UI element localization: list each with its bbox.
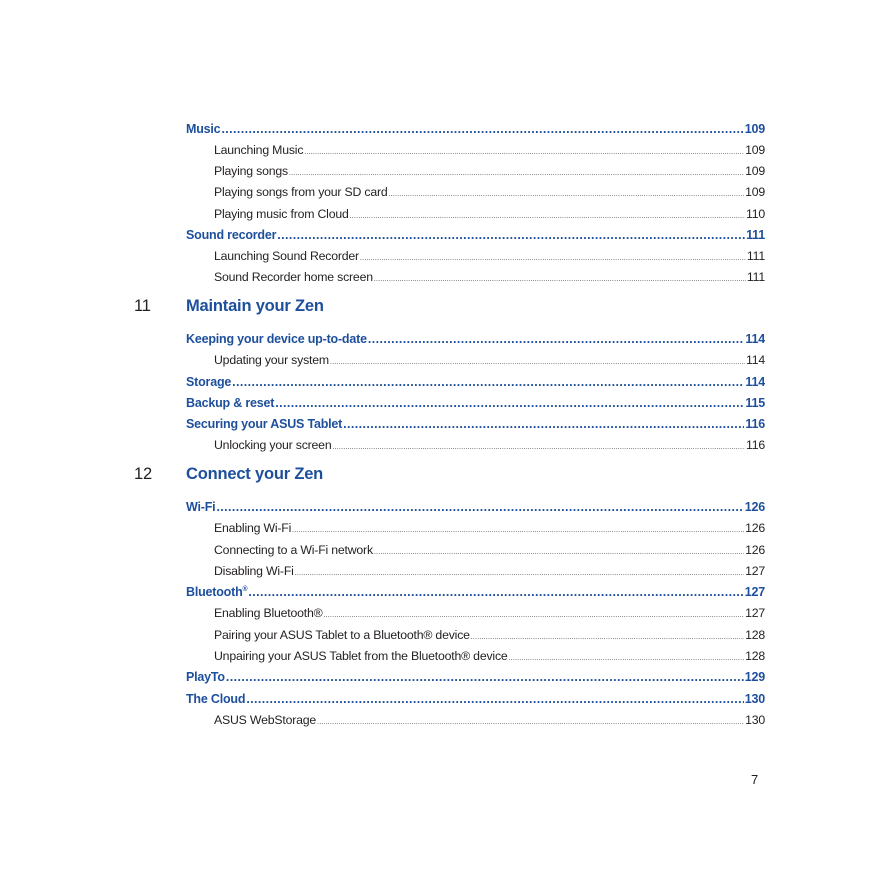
dot-leader	[368, 332, 745, 346]
dot-leader	[232, 375, 744, 389]
chapter-number: 11	[134, 297, 151, 315]
entry-label	[214, 270, 373, 284]
entry-page-number: 128	[745, 628, 765, 642]
entry-label	[186, 670, 225, 684]
entry-page-number: 130	[744, 692, 765, 706]
entry-page-number: 110	[745, 207, 765, 221]
entry-label	[186, 375, 231, 389]
entry-label	[214, 353, 329, 367]
toc-subsection-entry[interactable]	[214, 649, 765, 663]
toc-section-entry[interactable]	[186, 585, 765, 599]
toc-subsection-entry[interactable]	[214, 249, 765, 263]
entry-page-number: 114	[745, 353, 765, 367]
toc-section-entry[interactable]	[186, 692, 765, 706]
dot-leader	[509, 655, 745, 662]
entry-page-number: 109	[745, 143, 765, 157]
entry-page-number: 111	[746, 270, 765, 284]
toc-subsection-entry[interactable]	[214, 185, 765, 199]
entry-label	[214, 143, 303, 157]
toc-subsection-entry[interactable]	[214, 606, 765, 620]
entry-page-number: 109	[745, 164, 765, 178]
entry-label-text: Keeping your device up-to-date	[186, 332, 367, 346]
entry-label	[214, 606, 323, 620]
entry-label-text: Wi-Fi	[186, 500, 216, 514]
chapter-title: Maintain your Zen	[186, 297, 324, 315]
entry-label	[214, 521, 291, 535]
entry-label	[186, 692, 245, 706]
entry-label-text: Unlocking your screen	[214, 438, 332, 452]
dot-leader	[275, 396, 744, 410]
entry-label	[214, 713, 316, 727]
entry-page-number: 127	[745, 606, 765, 620]
entry-page-number: 129	[744, 670, 765, 684]
toc-subsection-entry[interactable]	[214, 143, 765, 157]
entry-label-text: Connecting to a Wi-Fi network	[214, 543, 373, 557]
entry-label	[214, 564, 294, 578]
dot-leader	[317, 719, 744, 726]
entry-label	[214, 543, 373, 557]
chapter-title: Connect your Zen	[186, 465, 324, 483]
entry-page-number: 130	[745, 713, 765, 727]
toc-section-entry[interactable]	[186, 500, 765, 514]
entry-label	[214, 649, 508, 663]
entry-label-text: Sound Recorder home screen	[214, 270, 373, 284]
toc-subsection-entry[interactable]	[214, 353, 765, 367]
entry-label	[214, 207, 349, 221]
entry-label-text: Enabling Wi-Fi	[214, 521, 292, 535]
entry-label	[214, 185, 388, 199]
registered-mark: ®	[242, 585, 248, 593]
toc-subsection-entry[interactable]	[214, 521, 765, 535]
dot-leader	[360, 255, 746, 262]
page-number: 7	[751, 772, 759, 787]
entry-label	[186, 585, 247, 599]
entry-page-number: 109	[745, 185, 765, 199]
entry-label-text: PlayTo	[186, 670, 225, 684]
entry-label	[186, 122, 220, 136]
toc-subsection-entry[interactable]	[214, 713, 765, 727]
dot-leader	[324, 612, 745, 619]
entry-label	[186, 417, 342, 431]
entry-page-number: 126	[744, 500, 765, 514]
entry-page-number: 128	[745, 649, 765, 663]
entry-label-text: Storage	[186, 375, 232, 389]
entry-label-text: Playing songs	[214, 164, 288, 178]
entry-page-number: 114	[745, 332, 765, 346]
entry-page-number: 126	[745, 543, 765, 557]
toc-subsection-entry[interactable]	[214, 543, 765, 557]
dot-leader	[295, 570, 744, 577]
dot-leader	[350, 213, 745, 220]
entry-label	[214, 628, 470, 642]
dot-leader	[277, 228, 745, 242]
toc-subsection-entry[interactable]	[214, 164, 765, 178]
dot-leader	[304, 149, 744, 156]
dot-leader	[226, 670, 744, 684]
entry-page-number: 116	[745, 417, 765, 431]
toc-section-entry[interactable]	[186, 122, 765, 136]
entry-page-number: 126	[745, 521, 765, 535]
dot-leader	[216, 500, 743, 514]
entry-label-text: Enabling Bluetooth®	[214, 606, 323, 620]
entry-label	[186, 396, 274, 410]
toc-subsection-entry[interactable]	[214, 270, 765, 284]
entry-label	[186, 332, 367, 346]
entry-label-text: Bluetooth	[186, 585, 243, 599]
toc-subsection-entry[interactable]	[214, 438, 765, 452]
entry-page-number: 116	[745, 438, 765, 452]
dot-leader	[374, 549, 744, 556]
toc-section-entry[interactable]	[186, 396, 765, 410]
toc-section-entry[interactable]	[186, 332, 765, 346]
entry-label-text: Playing songs from your SD card	[214, 185, 388, 199]
chapter-number: 12	[134, 465, 152, 483]
dot-leader	[471, 634, 744, 641]
entry-label-text: Unpairing your ASUS Tablet from the Bluetooth® device	[214, 649, 508, 663]
entry-label-text: Disabling Wi-Fi	[214, 564, 294, 578]
entry-page-number: 111	[746, 249, 765, 263]
entry-label-text: Playing music from Cloud	[214, 207, 349, 221]
entry-label-text: Launching Music	[214, 143, 304, 157]
toc-subsection-entry[interactable]	[214, 628, 765, 642]
dot-leader	[292, 527, 744, 534]
entry-page-number: 115	[745, 396, 765, 410]
entry-label-text: Sound recorder	[186, 228, 277, 242]
toc-section-entry[interactable]	[186, 375, 765, 389]
entry-page-number: 127	[745, 564, 765, 578]
dot-leader	[343, 417, 744, 431]
toc-subsection-entry[interactable]	[214, 564, 765, 578]
dot-leader	[289, 170, 744, 177]
toc-section-entry[interactable]	[186, 417, 765, 431]
entry-page-number: 111	[746, 228, 765, 242]
entry-label-text: ASUS WebStorage	[214, 713, 317, 727]
toc-section-entry[interactable]	[186, 228, 765, 242]
entry-label-text: Backup & reset	[186, 396, 275, 410]
entry-page-number: 109	[744, 122, 765, 136]
dot-leader	[332, 444, 745, 451]
entry-label-text: Launching Sound Recorder	[214, 249, 359, 263]
entry-label-text: Music	[186, 122, 221, 136]
toc-section-entry[interactable]	[186, 670, 765, 684]
entry-label-text: Updating your system	[214, 353, 329, 367]
entry-label-text: Securing your ASUS Tablet	[186, 417, 343, 431]
entry-label-text: The Cloud	[186, 692, 246, 706]
entry-label	[186, 228, 276, 242]
dot-leader	[374, 276, 746, 283]
dot-leader	[246, 692, 743, 706]
dot-leader	[221, 122, 743, 136]
entry-label-text: Pairing your ASUS Tablet to a Bluetooth® device	[214, 628, 470, 642]
dot-leader	[330, 359, 745, 366]
entry-page-number: 127	[744, 585, 765, 599]
entry-label	[214, 164, 288, 178]
toc-subsection-entry[interactable]	[214, 207, 765, 221]
dot-leader	[389, 191, 745, 198]
dot-leader	[248, 585, 743, 599]
entry-label	[214, 249, 359, 263]
entry-label	[214, 438, 331, 452]
entry-label	[186, 500, 215, 514]
entry-page-number: 114	[745, 375, 765, 389]
